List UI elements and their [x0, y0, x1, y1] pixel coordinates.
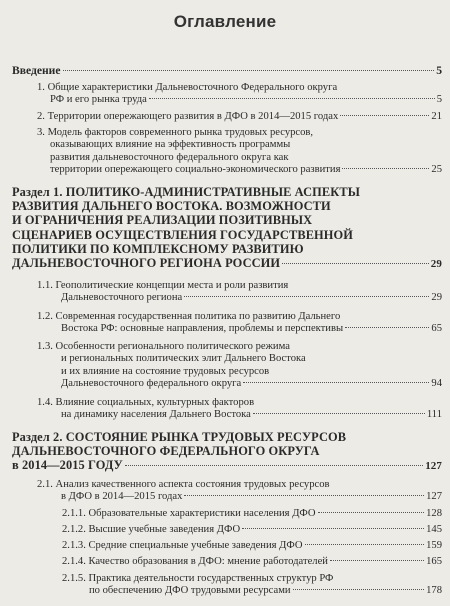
leader-dots: [330, 560, 424, 561]
toc-entry-line: Дальневосточного федерального округа: [61, 378, 242, 390]
toc-section-1[interactable]: [12, 185, 442, 271]
toc-page-number: 128: [426, 508, 442, 519]
toc-entry-line: 2. Территории опережающего развития в ДФО в 2014—2015 годах: [37, 111, 339, 122]
toc-entry-line: 2.1.2. Высшие учебные заведения ДФО: [62, 524, 241, 535]
toc-entry-line: ДАЛЬНЕВОСТОЧНОГО РЕГИОНА РОССИИ: [12, 256, 281, 271]
toc-page-number: 165: [426, 556, 442, 567]
toc-entry-1-4[interactable]: [37, 397, 442, 422]
toc-page-number: 127: [426, 491, 442, 503]
toc-entry-1-3[interactable]: [37, 341, 442, 391]
toc-page-number: 21: [431, 111, 442, 122]
toc-entry-2-1-5[interactable]: [62, 573, 442, 598]
toc-entry-line: развития дальневосточного федерального округа как: [50, 151, 289, 163]
toc-page-number: 25: [431, 164, 442, 176]
toc-entry-line: 1.4. Влияние социальных, культурных факторов: [37, 397, 255, 408]
toc-page-number: 29: [431, 292, 442, 304]
toc-entry-1-1[interactable]: [37, 280, 442, 305]
toc-page-number: 111: [426, 409, 442, 421]
toc-entry-line: РАЗВИТИЯ ДАЛЬНЕГО ВОСТОКА. ВОЗМОЖНОСТИ: [12, 199, 331, 214]
toc-entry-line: 1. Общие характеристики Дальневосточного Федерального округа: [37, 82, 338, 93]
toc-entry-2-1[interactable]: [37, 479, 442, 504]
toc-entry-2-1-1[interactable]: [62, 508, 442, 520]
toc-entry-line: территории опережающего социально-экономического развития: [50, 164, 341, 176]
toc-entry-line: Раздел 2. СОСТОЯНИЕ РЫНКА ТРУДОВЫХ РЕСУРСОВ: [12, 430, 347, 444]
toc-entry-2-1-2[interactable]: [62, 524, 442, 536]
toc-entry-intro-2[interactable]: [37, 111, 442, 123]
toc-entry-line: оказывающих влияние на эффективность программы: [50, 139, 291, 151]
toc-entry-line: РФ и его рынка труда: [50, 94, 147, 106]
toc-entry-label: Введение: [12, 64, 61, 77]
leader-dots: [149, 98, 435, 99]
toc-entry-line: в ДФО в 2014—2015 годах: [61, 491, 183, 503]
page-title: Оглавление: [173, 12, 277, 31]
toc-entry-line: Востока РФ: основные направления, проблемы и перспективы: [61, 323, 344, 335]
toc-entry-line: 1.3. Особенности регионального политического режима: [37, 341, 290, 352]
toc-entry-line: 2.1.5. Практика деятельности государственных структур РФ: [62, 573, 334, 584]
leader-dots: [293, 589, 425, 590]
toc-entry-intro-1[interactable]: [37, 82, 442, 107]
toc-page-number: 29: [430, 258, 442, 271]
toc-page-number: 94: [431, 378, 442, 390]
toc-entry-line: 3. Модель факторов современного рынка трудовых ресурсов,: [37, 127, 314, 138]
toc-entry-line: 2.1.1. Образовательные характеристики населения ДФО: [62, 508, 316, 519]
toc-section-2[interactable]: [12, 430, 442, 474]
leader-dots: [243, 382, 429, 383]
leader-dots: [305, 544, 425, 545]
leader-dots: [318, 512, 425, 513]
leader-dots: [345, 327, 429, 328]
toc-entry-2-1-4[interactable]: [62, 556, 442, 568]
toc-entry-line: 1.2. Современная государственная политика по развитию Дальнего: [37, 311, 341, 322]
toc-entry-line: И ОГРАНИЧЕНИЯ РЕАЛИЗАЦИИ ПОЗИТИВНЫХ: [12, 213, 313, 228]
leader-dots: [253, 413, 425, 414]
toc-entry-line: 2.1.4. Качество образования в ДФО: мнение работодателей: [62, 556, 328, 567]
toc-entry-intro-3[interactable]: [37, 127, 442, 177]
leader-dots: [63, 70, 435, 71]
toc-entry-introduction[interactable]: [12, 64, 442, 78]
toc-entry-line: 2.1. Анализ качественного аспекта состояния трудовых ресурсов: [37, 479, 330, 490]
leader-dots: [282, 263, 429, 264]
toc-page-number: 159: [426, 540, 442, 551]
toc-entry-line: и региональных политических элит Дальнего Востока: [61, 353, 306, 365]
toc-entry-line: Дальневосточного региона: [61, 292, 183, 304]
toc-entry-line: в 2014—2015 ГОДУ: [12, 458, 123, 473]
toc-entry-2-1-3[interactable]: [62, 540, 442, 552]
leader-dots: [242, 528, 424, 529]
toc-entry-line: СЦЕНАРИЕВ ОСУЩЕСТВЛЕНИЯ ГОСУДАРСТВЕННОЙ: [12, 227, 354, 242]
toc-entry-line: на динамику населения Дальнего Востока: [61, 409, 251, 421]
toc-page-number: 178: [426, 585, 442, 597]
toc-entry-line: и их влияние на состояние трудовых ресурсов: [61, 365, 270, 377]
toc-entry-line: по обеспечению ДФО трудовыми ресурсами: [89, 585, 291, 597]
toc-entry-line: 1.1. Геополитические концепции места и роли развития: [37, 280, 289, 291]
toc-entry-line: 2.1.3. Средние специальные учебные заведения ДФО: [62, 540, 303, 551]
leader-dots: [184, 495, 424, 496]
toc-entry-line: ДАЛЬНЕВОСТОЧНОГО ФЕДЕРАЛЬНОГО ОКРУГА: [12, 444, 320, 459]
toc-page-number: 5: [436, 64, 442, 77]
toc-page-number: 145: [426, 524, 442, 535]
leader-dots: [125, 465, 423, 466]
leader-dots: [340, 115, 429, 116]
toc-page-number: 127: [425, 460, 442, 473]
toc-page-number: 5: [436, 94, 442, 106]
toc-entry-line: Раздел 1. ПОЛИТИКО-АДМИНИСТРАТИВНЫЕ АСПЕКТЫ: [12, 185, 360, 199]
toc-page-number: 65: [431, 323, 442, 335]
toc-entry-line: ПОЛИТИКИ ПО КОМПЛЕКСНОМУ РАЗВИТИЮ: [12, 241, 304, 256]
toc-entry-1-2[interactable]: [37, 311, 442, 336]
leader-dots: [342, 168, 429, 169]
leader-dots: [184, 296, 429, 297]
